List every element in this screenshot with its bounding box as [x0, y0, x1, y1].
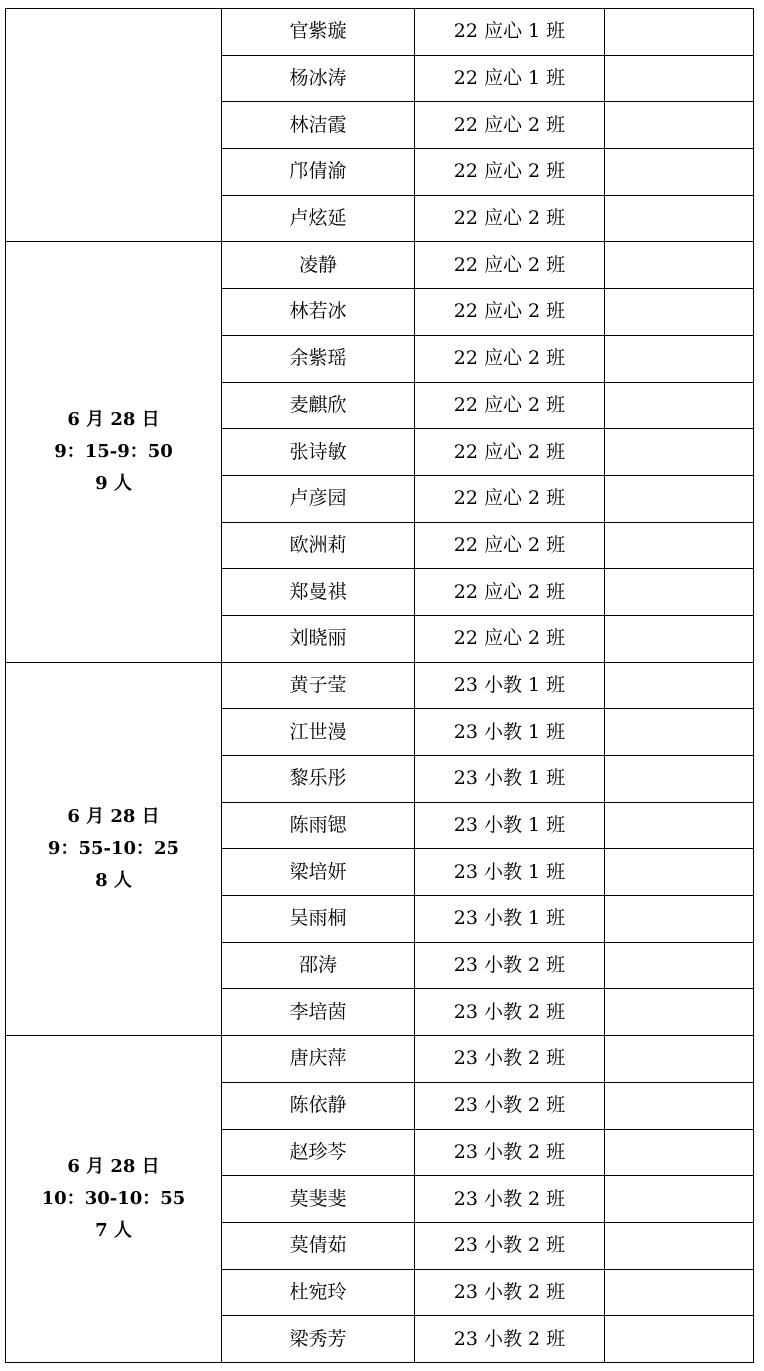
student-class: 22 应心 2 班 [415, 102, 605, 149]
note-cell [605, 1269, 754, 1316]
slot-count: 8 人 [95, 869, 132, 891]
student-name: 林洁霞 [222, 102, 415, 149]
note-cell [605, 429, 754, 476]
student-name: 杨冰涛 [222, 55, 415, 102]
slot-count: 9 人 [95, 473, 132, 495]
slot-date: 6 月 28 日 [67, 1156, 160, 1178]
student-class: 23 小教 1 班 [415, 802, 605, 849]
student-class: 23 小教 1 班 [415, 896, 605, 943]
table-row [6, 242, 754, 289]
time-slot-cell [6, 9, 222, 242]
student-name: 林若冰 [222, 289, 415, 336]
note-cell [605, 709, 754, 756]
student-name: 李培茵 [222, 989, 415, 1036]
student-name: 卢炫延 [222, 195, 415, 242]
student-class: 22 应心 2 班 [415, 475, 605, 522]
note-cell [605, 102, 754, 149]
time-slot-cell [6, 662, 222, 1036]
note-cell [605, 896, 754, 943]
student-class: 22 应心 2 班 [415, 569, 605, 616]
student-name: 梁培妍 [222, 849, 415, 896]
note-cell [605, 615, 754, 662]
student-name: 莫倩茹 [222, 1222, 415, 1269]
student-class: 22 应心 2 班 [415, 335, 605, 382]
student-name: 吴雨桐 [222, 896, 415, 943]
slot-time: 9：55-10：25 [47, 837, 180, 859]
note-cell [605, 522, 754, 569]
student-class: 22 应心 2 班 [415, 382, 605, 429]
student-name: 余紫瑶 [222, 335, 415, 382]
student-name: 黄子莹 [222, 662, 415, 709]
slot-date: 6 月 28 日 [67, 805, 160, 827]
note-cell [605, 9, 754, 56]
time-slot-cell [6, 242, 222, 662]
note-cell [605, 1176, 754, 1223]
student-class: 23 小教 2 班 [415, 1222, 605, 1269]
student-name: 唐庆萍 [222, 1036, 415, 1083]
student-class: 22 应心 2 班 [415, 195, 605, 242]
table-row [6, 9, 754, 56]
student-class: 22 应心 2 班 [415, 242, 605, 289]
student-class: 22 应心 1 班 [415, 55, 605, 102]
student-class: 22 应心 1 班 [415, 9, 605, 56]
student-class: 23 小教 2 班 [415, 1036, 605, 1083]
student-name: 官紫璇 [222, 9, 415, 56]
note-cell [605, 1129, 754, 1176]
slot-time: 10：30-10：55 [41, 1188, 186, 1210]
note-cell [605, 289, 754, 336]
note-cell [605, 849, 754, 896]
note-cell [605, 1222, 754, 1269]
table-row [6, 662, 754, 709]
note-cell [605, 382, 754, 429]
note-cell [605, 475, 754, 522]
note-cell [605, 242, 754, 289]
student-name: 陈依静 [222, 1082, 415, 1129]
note-cell [605, 195, 754, 242]
student-name: 莫斐斐 [222, 1176, 415, 1223]
student-class: 23 小教 1 班 [415, 709, 605, 756]
student-name: 刘晓丽 [222, 615, 415, 662]
student-name: 郑曼祺 [222, 569, 415, 616]
student-name: 江世漫 [222, 709, 415, 756]
student-class: 22 应心 2 班 [415, 522, 605, 569]
slot-date: 6 月 28 日 [67, 409, 160, 431]
student-class: 22 应心 2 班 [415, 429, 605, 476]
note-cell [605, 1036, 754, 1083]
student-class: 23 小教 2 班 [415, 1316, 605, 1363]
student-class: 22 应心 2 班 [415, 149, 605, 196]
note-cell [605, 662, 754, 709]
student-class: 23 小教 2 班 [415, 1129, 605, 1176]
time-slot-cell [6, 1036, 222, 1363]
slot-time: 9：15-9：50 [54, 441, 173, 463]
table-row [6, 1036, 754, 1083]
schedule-table [5, 8, 754, 1363]
note-cell [605, 756, 754, 803]
student-class: 23 小教 2 班 [415, 1082, 605, 1129]
note-cell [605, 802, 754, 849]
student-class: 23 小教 1 班 [415, 662, 605, 709]
note-cell [605, 989, 754, 1036]
student-name: 张诗敏 [222, 429, 415, 476]
student-name: 黎乐彤 [222, 756, 415, 803]
note-cell [605, 942, 754, 989]
student-class: 23 小教 1 班 [415, 849, 605, 896]
student-class: 23 小教 2 班 [415, 1269, 605, 1316]
student-class: 22 应心 2 班 [415, 615, 605, 662]
student-name: 邝倩渝 [222, 149, 415, 196]
student-name: 赵珍芩 [222, 1129, 415, 1176]
student-name: 凌静 [222, 242, 415, 289]
student-class: 23 小教 2 班 [415, 989, 605, 1036]
note-cell [605, 1082, 754, 1129]
note-cell [605, 149, 754, 196]
student-name: 欧洲莉 [222, 522, 415, 569]
student-name: 麦麒欣 [222, 382, 415, 429]
student-name: 陈雨锶 [222, 802, 415, 849]
student-name: 杜宛玲 [222, 1269, 415, 1316]
schedule-body [6, 9, 754, 1363]
student-name: 卢彦园 [222, 475, 415, 522]
student-name: 梁秀芳 [222, 1316, 415, 1363]
student-class: 23 小教 2 班 [415, 942, 605, 989]
note-cell [605, 335, 754, 382]
student-name: 邵涛 [222, 942, 415, 989]
student-class: 22 应心 2 班 [415, 289, 605, 336]
note-cell [605, 55, 754, 102]
note-cell [605, 569, 754, 616]
note-cell [605, 1316, 754, 1363]
slot-count: 7 人 [95, 1220, 132, 1242]
student-class: 23 小教 1 班 [415, 756, 605, 803]
student-class: 23 小教 2 班 [415, 1176, 605, 1223]
